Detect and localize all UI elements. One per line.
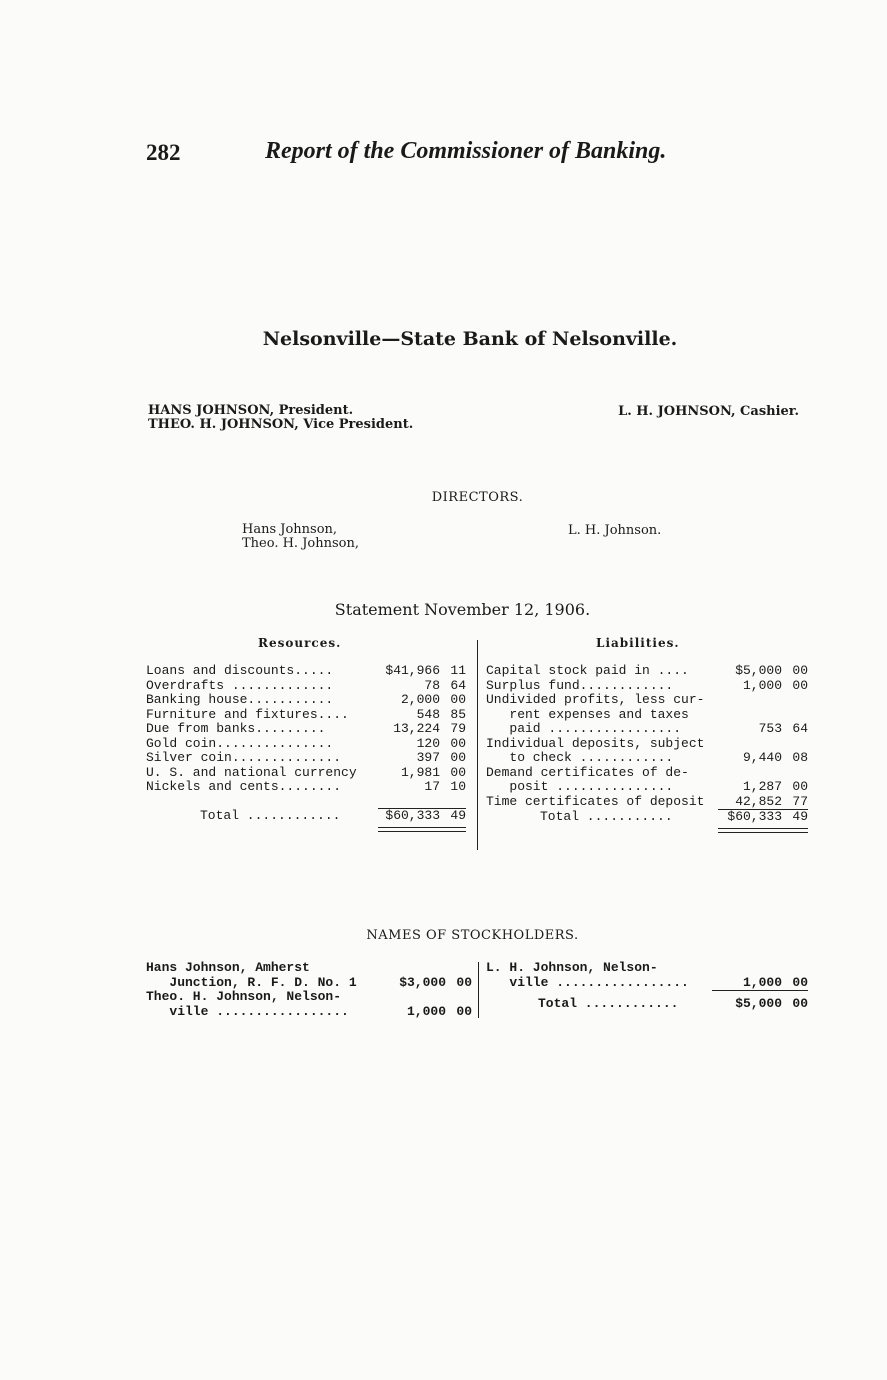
table-row: Demand certificates of de-	[486, 764, 689, 780]
resources-table	[146, 664, 466, 832]
table-row: to check ............ 9,440 08	[486, 750, 808, 765]
directors-left	[242, 523, 359, 551]
table-row: L. H. Johnson, Nelson-	[486, 960, 658, 975]
table-row: U. S. and national currency 1,981 00	[146, 764, 466, 780]
double-rule-row	[486, 825, 808, 833]
stockholders-right-table	[486, 961, 808, 1012]
table-row: ville ................. 1,000 00	[146, 1003, 472, 1019]
president: HANS JOHNSON, President.	[148, 403, 354, 418]
vice-president: THEO. H. JOHNSON, Vice President.	[148, 417, 414, 432]
stockholders-divider	[478, 962, 479, 1018]
table-row: Overdrafts ............. 78 64	[146, 677, 466, 693]
table-row: Time certificates of deposit 42,852 77	[486, 793, 808, 809]
table-row: rent expenses and taxes	[486, 706, 689, 722]
statement-date: Statement November 12, 1906.	[334, 600, 591, 619]
table-row: Due from banks......... 13,224 79	[146, 721, 466, 736]
double-rule	[718, 828, 808, 833]
stockholders-total-row: Total ............ $5,000 00	[486, 991, 808, 1012]
table-row: Loans and discounts..... $41,966 11	[146, 663, 466, 678]
table-row: paid ................. 753 64	[486, 721, 808, 736]
stockholders-left-table	[146, 961, 472, 1019]
liabilities-table	[486, 664, 808, 833]
resources-heading: Resources.	[258, 636, 342, 650]
resources-total-row: Total ............ $60,333 49	[200, 808, 466, 823]
spacer-row	[146, 795, 466, 809]
table-row: Capital stock paid in .... $5,000 00	[486, 663, 808, 678]
cashier: L. H. JOHNSON, Cashier.	[618, 404, 799, 419]
column-divider	[477, 640, 478, 850]
liabilities-total-row: Total ........... $60,333 49	[540, 809, 808, 824]
table-row: posit ............... 1,287 00	[486, 779, 808, 794]
table-row: Silver coin.............. 397 00	[146, 750, 466, 765]
double-rule-row	[146, 824, 466, 832]
page-number: 282	[146, 140, 181, 165]
director-3: L. H. Johnson.	[568, 523, 662, 538]
double-rule	[378, 827, 466, 832]
officers-left	[148, 404, 413, 432]
bank-title: Nelsonville—State Bank of Nelsonville.	[262, 328, 678, 350]
stockholders-heading: NAMES OF STOCKHOLDERS.	[366, 928, 579, 943]
table-row: Banking house........... 2,000 00	[146, 692, 466, 707]
table-row: Theo. H. Johnson, Nelson-	[146, 989, 342, 1004]
table-row: ville ................. 1,000 00	[486, 974, 808, 990]
table-row: Undivided profits, less cur-	[486, 692, 705, 707]
table-row: Gold coin............... 120 00	[146, 735, 466, 751]
liabilities-heading: Liabilities.	[596, 636, 680, 650]
table-row: Junction, R. F. D. No. 1 $3,000 00	[146, 974, 472, 990]
directors-heading: DIRECTORS.	[431, 490, 524, 505]
director-1: Hans Johnson,	[242, 522, 338, 537]
director-2: Theo. H. Johnson,	[242, 536, 359, 551]
table-row: Nickels and cents........ 17 10	[146, 779, 466, 794]
table-row: Individual deposits, subject	[486, 735, 705, 751]
running-header-title: Report of the Commissioner of Banking.	[265, 138, 667, 164]
table-row: Surplus fund............ 1,000 00	[486, 677, 808, 693]
table-row: Hans Johnson, Amherst	[146, 960, 310, 975]
table-row: Furniture and fixtures.... 548 85	[146, 706, 466, 722]
